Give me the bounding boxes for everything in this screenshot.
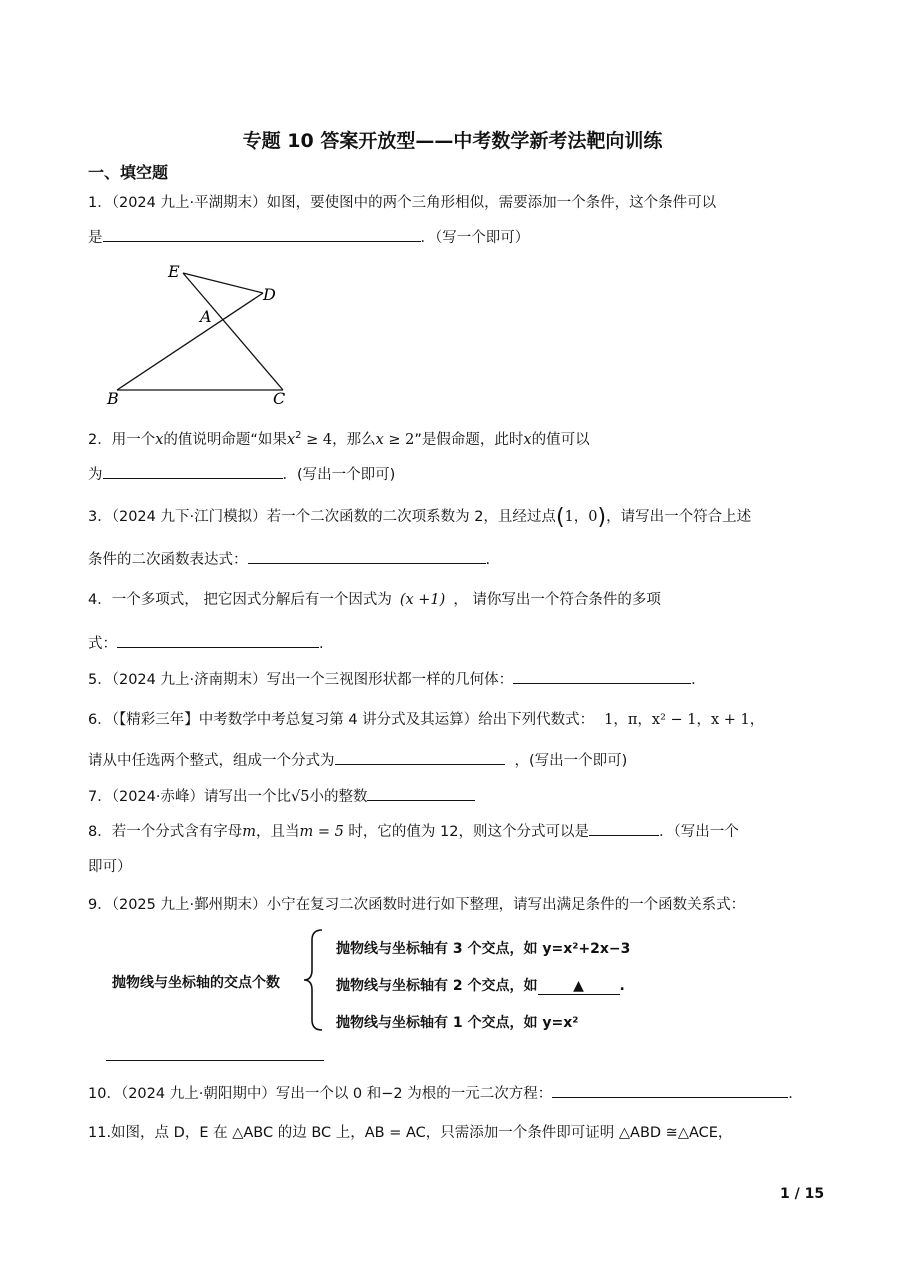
q6-expressions: 1，π，x² − 1，x + 1， bbox=[604, 712, 765, 728]
q9-row-2 bbox=[336, 975, 625, 995]
question-4-line2 bbox=[88, 632, 324, 653]
q2-expr-x2: x bbox=[375, 432, 384, 448]
question-5 bbox=[88, 668, 696, 689]
question-11: 11.如图，点 D，E 在 △ABC 的边 BC 上，AB = AC，只需添加一个条件即可证明 △ABD ≅△ACE， bbox=[88, 1125, 733, 1141]
q3-suffix: . bbox=[485, 552, 491, 568]
q8-text-b: ，且当 bbox=[255, 824, 300, 840]
q5-suffix: . bbox=[691, 672, 696, 688]
q2-text-c: ”是假命题，此时 bbox=[414, 432, 524, 448]
q2-expr-ineq2: ≥ 2 bbox=[383, 432, 415, 448]
q4-text-a: 4．一个多项式， 把它因式分解后有一个因式为 bbox=[88, 592, 392, 608]
brace-icon bbox=[300, 928, 330, 1032]
q2-prefix: 为 bbox=[88, 467, 103, 483]
q6-answer-blank[interactable] bbox=[335, 750, 505, 765]
question-6-line2 bbox=[88, 749, 627, 770]
q3-paren-close: ) bbox=[597, 505, 607, 530]
q2-exponent: 2 bbox=[295, 430, 302, 442]
q7-prefix: 7．（2024·赤峰）请写出一个比 bbox=[88, 789, 291, 805]
q9-row2-blank[interactable] bbox=[538, 978, 620, 995]
q8-text-a: 8．若一个分式含有字母 bbox=[88, 824, 243, 840]
q4-factor: (x +1) bbox=[399, 592, 446, 608]
q2-var-x2: x bbox=[523, 432, 532, 448]
label-b: B bbox=[107, 389, 119, 408]
label-c: C bbox=[273, 389, 286, 408]
q3-paren-open: ( bbox=[555, 505, 565, 530]
label-d: D bbox=[263, 285, 276, 304]
question-2-line2 bbox=[88, 463, 395, 484]
q4-prefix: 式： bbox=[88, 636, 117, 652]
q4-answer-blank[interactable] bbox=[117, 633, 319, 648]
question-8-line2: 即可） bbox=[88, 859, 132, 875]
q10-suffix: . bbox=[788, 1086, 793, 1102]
q1-answer-blank[interactable] bbox=[103, 227, 421, 242]
q9-row-3: 抛物线与坐标轴有 1 个交点，如 y=x² bbox=[336, 1015, 579, 1031]
q9-row-1: 抛物线与坐标轴有 3 个交点，如 y=x²+2x−3 bbox=[336, 941, 631, 957]
label-a: A bbox=[200, 307, 212, 326]
q8-text-c: 时，它的值为 12，则这个分式可以是 bbox=[343, 824, 589, 840]
question-4-line1 bbox=[88, 588, 661, 609]
triangle-figure bbox=[100, 258, 300, 408]
q9-row2-suffix: . bbox=[619, 978, 625, 994]
triangle-marker-icon: ▲ bbox=[573, 978, 584, 994]
q2-expr-ineq1: ≥ 4，那么 bbox=[301, 432, 376, 448]
question-10 bbox=[88, 1082, 793, 1103]
page-number: 1 / 15 bbox=[780, 1186, 825, 1202]
q4-text-b: ， 请你写出一个符合条件的多项 bbox=[453, 592, 661, 608]
q7-radical: √5 bbox=[291, 789, 310, 805]
q8-answer-blank[interactable] bbox=[589, 821, 659, 836]
question-7 bbox=[88, 785, 475, 806]
q5-answer-blank[interactable] bbox=[513, 669, 691, 684]
q2-answer-blank[interactable] bbox=[103, 464, 283, 479]
q7-suffix: 小的整数 bbox=[309, 789, 368, 805]
q8-condition: m = 5 bbox=[299, 824, 344, 840]
q2-var-x: x bbox=[155, 432, 164, 448]
question-1-line2 bbox=[88, 226, 529, 247]
q1-prefix: 是 bbox=[88, 230, 103, 246]
question-1-line1: 1．（2024 九上·平湖期末）如图，要使图中的两个三角形相似，需要添加一个条件，这个条件可以 bbox=[88, 195, 717, 211]
q2-suffix: ．(写出一个即可) bbox=[282, 467, 396, 483]
q2-text-b: 的值说明命题“如果 bbox=[163, 432, 287, 448]
q9-row2-prefix: 抛物线与坐标轴有 2 个交点，如 bbox=[336, 978, 538, 994]
page-title: 专题 10 答案开放型——中考数学新考法靶向训练 bbox=[242, 130, 663, 152]
q4-suffix: . bbox=[319, 636, 324, 652]
section-heading: 一、填空题 bbox=[88, 163, 169, 182]
question-8-line1 bbox=[88, 820, 739, 841]
q3-prefix: 条件的二次函数表达式： bbox=[88, 552, 248, 568]
q5-prefix: 5．（2024 九上·济南期末）写出一个三视图形状都一样的几何体： bbox=[88, 672, 514, 688]
question-9-line1: 9．（2025 九上·鄞州期末）小宁在复习二次函数时进行如下整理，请写出满足条件的一个函数关系式： bbox=[88, 897, 746, 913]
question-3-line2 bbox=[88, 548, 490, 569]
label-e: E bbox=[168, 262, 180, 281]
q2-expr-x: x bbox=[286, 432, 296, 448]
q2-text-a: 2．用一个 bbox=[88, 432, 156, 448]
question-6-line1 bbox=[88, 708, 764, 729]
question-2-line1 bbox=[88, 428, 590, 449]
q3-point: 1，0 bbox=[564, 509, 598, 525]
q10-prefix: 10．（2024 九上·朝阳期中）写出一个以 0 和−2 为根的一元二次方程： bbox=[88, 1086, 553, 1102]
question-3-line1 bbox=[88, 505, 751, 530]
q7-answer-blank[interactable] bbox=[367, 786, 475, 801]
q2-text-d: 的值可以 bbox=[531, 432, 590, 448]
q3-text-b: ，请写出一个符合上述 bbox=[606, 509, 752, 525]
q8-text-d: ．（写出一个 bbox=[659, 824, 739, 840]
q6-suffix: ，(写出一个即可) bbox=[514, 753, 628, 769]
q6-prefix: 请从中任选两个整式，组成一个分式为 bbox=[88, 753, 335, 769]
q10-answer-blank[interactable] bbox=[552, 1083, 788, 1098]
q1-suffix: ．（写一个即可） bbox=[420, 230, 530, 246]
q9-answer-blank[interactable] bbox=[106, 1060, 324, 1061]
q3-answer-blank[interactable] bbox=[248, 549, 486, 564]
q6-text-a: 6．（【精彩三年】中考数学中考总复习第 4 讲分式及其运算）给出下列代数式： bbox=[88, 712, 595, 728]
q9-diagram-left-label: 抛物线与坐标轴的交点个数 bbox=[112, 975, 280, 991]
q3-text-a: 3．（2024 九下·江门模拟）若一个二次函数的二次项系数为 2，且经过点 bbox=[88, 509, 556, 525]
q8-var-m: m bbox=[242, 824, 256, 840]
